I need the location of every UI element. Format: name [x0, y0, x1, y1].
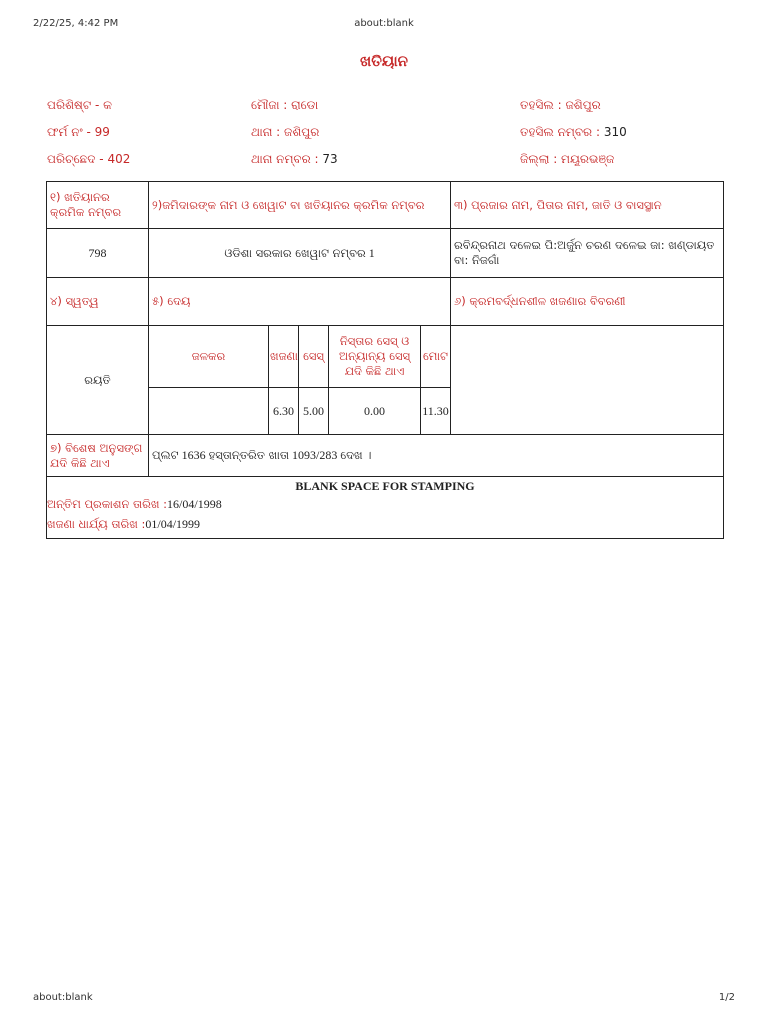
- khatiyan-serial-header: ୧) ଖତିୟାନର କ୍ରମିକ ନମ୍ବର: [47, 182, 149, 229]
- right-type-value: ରୟତି: [47, 326, 149, 435]
- special-plot-number: 1636: [178, 448, 209, 462]
- total-value: 11.30: [421, 388, 451, 435]
- print-footer-url: about:blank: [33, 992, 93, 1003]
- jalkar-header: ଜଳକର: [149, 326, 269, 388]
- rent-fixation-date: 01/04/1999: [145, 517, 201, 531]
- tenant-header: ୩) ପ୍ରଜାର ନାମ, ପିତାର ନାମ, ଜାତି ଓ ବାସସ୍ଥାନ: [451, 182, 724, 229]
- khajana-header: ଖଜଣା: [269, 326, 299, 388]
- print-page-number: 1/2: [718, 992, 735, 1003]
- jalkar-value: [149, 388, 269, 435]
- form-number: ଫର୍ମ ନଂ - 99: [47, 125, 110, 139]
- meta-row-2: [47, 125, 727, 152]
- dues-header: ୫) ଦେୟ: [149, 278, 451, 326]
- dues-header-row: [47, 326, 724, 388]
- tahasil-number: [520, 125, 627, 140]
- final-publication-label: ଅନ୍ତିମ ପ୍ରକାଶନ ତାରିଖ :: [47, 497, 168, 511]
- meta-row-1: [47, 98, 727, 125]
- thana-number: [251, 152, 338, 167]
- data-row-1: [47, 229, 724, 278]
- special-row: [47, 435, 724, 477]
- tahasil-label: ତହସିଲ : ଜଶିପୁର: [520, 98, 601, 112]
- print-timestamp: 2/22/25, 4:42 PM: [33, 18, 119, 29]
- progressive-rent-value: [451, 326, 724, 435]
- special-value: [149, 435, 724, 477]
- right-header: ୪) ସ୍ୱତ୍ୱ: [47, 278, 149, 326]
- tenant-value: ରବିନ୍ଦ୍ରନାଥ ଦଳେଇ ପି:ଅର୍ଜୁନ ଚରଣ ଦଳେଇ ଜା: ଖଣ୍ଡାୟତ ବା: ନିଜଗାଁ: [451, 229, 724, 278]
- document-title: ଖତିୟାନ: [359, 52, 409, 70]
- special-header: ୭) ବିଶେଷ ଅନୁସଙ୍ଗ ଯଦି କିଛି ଥାଏ: [47, 435, 149, 477]
- zamindar-header: ୨)ଜମିଦାରଙ୍କ ନାମ ଓ ଖେୱାଟ ବା ଖତିୟାନର କ୍ରମିକ ନମ୍ବର: [149, 182, 451, 229]
- chapter-label: ପରିଚ୍ଛେଦ - 402: [47, 152, 131, 166]
- other-ses-value: 0.00: [329, 388, 421, 435]
- ses-value: 5.00: [299, 388, 329, 435]
- district-label: ଜିଲ୍ଲା : ମୟୂରଭଞ୍ଜ: [520, 152, 615, 166]
- final-publication-date: 16/04/1998: [167, 497, 222, 511]
- thana-label: ଥାନା : ଜଶିପୁର: [251, 125, 320, 139]
- header-row-1: [47, 182, 724, 229]
- ses-header: ସେସ୍: [299, 326, 329, 388]
- khatiyan-number: 798: [47, 229, 149, 278]
- header-row-2: [47, 278, 724, 326]
- appendix-label: ପରିଶିଷ୍ଟ - କ: [47, 98, 112, 112]
- khajana-value: 6.30: [269, 388, 299, 435]
- print-page-title: about:blank: [354, 18, 414, 29]
- zamindar-number: 1: [365, 245, 375, 260]
- final-publication-line: [47, 494, 723, 514]
- special-prefix: ପ୍ଲଟ: [152, 448, 179, 462]
- zamindar-value: [149, 229, 451, 278]
- special-suffix: ଦେଖ ।: [340, 448, 372, 462]
- thana-number-label: ଥାନା ନମ୍ବର :: [251, 152, 319, 166]
- rent-fixation-line: [47, 514, 723, 534]
- stamp-space-label: BLANK SPACE FOR STAMPING: [295, 479, 475, 493]
- tahasil-number-value: 310: [600, 125, 627, 139]
- meta-row-3: [47, 152, 727, 179]
- zamindar-prefix: ଓଡିଶା ସରକାର ଖେୱାଟ ନମ୍ବର: [224, 245, 366, 260]
- stamp-cell: [47, 477, 724, 539]
- khatiyan-table: [46, 181, 724, 539]
- tahasil-number-label: ତହସିଲ ନମ୍ବର :: [520, 125, 601, 139]
- mouza-label: ମୌଜା : ରାଡୋ: [251, 98, 319, 112]
- rent-fixation-label: ଖଜଣା ଧାର୍ଯ୍ୟ ତାରିଖ :: [47, 517, 146, 531]
- thana-number-value: 73: [318, 152, 338, 166]
- special-khata-number: 1093/283: [288, 448, 341, 462]
- total-header: ମୋଟ: [421, 326, 451, 388]
- document-meta: [47, 98, 727, 179]
- special-mid: ହସ୍ତାନ୍ତରିତ ଖାତା: [208, 448, 289, 462]
- stamp-row: [47, 477, 724, 539]
- progressive-rent-header: ୬) କ୍ରମବର୍ଦ୍ଧନଶୀଳ ଖଜଣାର ବିବରଣୀ: [451, 278, 724, 326]
- other-ses-header: ନିସ୍ତାର ସେସ୍ ଓ ଅନ୍ୟାନ୍ୟ ସେସ୍ ଯଦି କିଛି ଥାଏ: [329, 326, 421, 388]
